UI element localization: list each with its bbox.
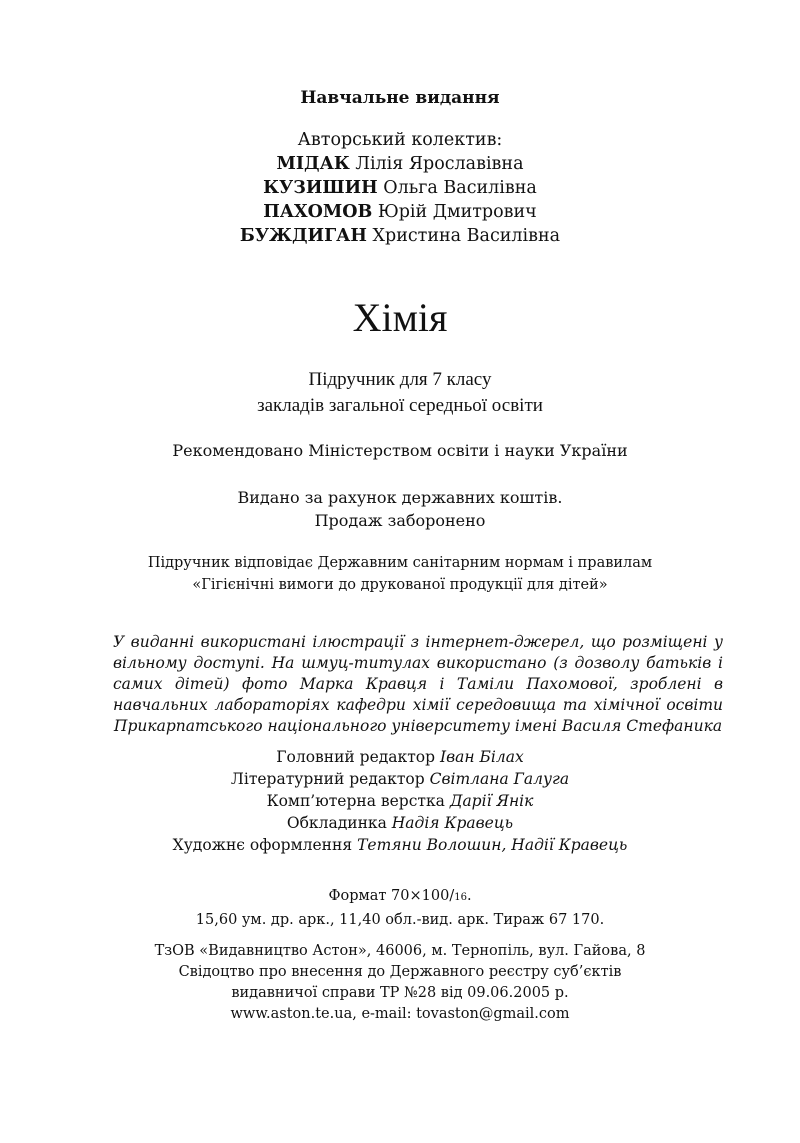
format-end: . (466, 888, 472, 904)
credit-role: Головний редактор (276, 748, 436, 766)
author-entry (0, 200, 800, 224)
edition-type: Навчальне видання (300, 88, 500, 108)
sanitary-compliance-note (0, 552, 800, 596)
author-surname: БУЖДИГАН (239, 226, 367, 246)
print-format (0, 885, 800, 931)
author-name: Лілія Ярославівна (355, 154, 524, 174)
format-line (0, 885, 800, 909)
author-surname: ПАХОМОВ (263, 202, 373, 222)
author-surname: КУЗИШИН (263, 178, 378, 198)
credit-name: Іван Білах (440, 748, 524, 766)
publisher-info (0, 941, 800, 1025)
print-run-line: 15,60 ум. др. арк., 11,40 обл.-вид. арк. Тираж 67 170. (195, 912, 605, 928)
book-title: Хімія (352, 295, 448, 340)
state-funds-line: Видано за рахунок державних коштів. (237, 488, 563, 507)
format-fraction: 16 (454, 892, 467, 903)
credit-name: Тетяни Волошин, Надії Кравець (357, 836, 628, 854)
author-entry (0, 176, 800, 200)
editorial-credits (0, 746, 800, 856)
authors-heading: Авторський колектив: (297, 130, 503, 150)
credit-entry (0, 768, 800, 790)
publisher-contacts: www.aston.te.ua, e-mail: tovaston@gmail.com (230, 1006, 570, 1022)
credit-name: Світлана Галуга (429, 770, 570, 788)
state-funds-note (0, 486, 800, 532)
sale-prohibited-line: Продаж заборонено (314, 511, 486, 530)
illustrations-note: У виданні використані ілюстрації з інтернет-джерел, що розміщені у вільному доступі. На шмуц-титулах використано (з дозволу батьків і самих дітей) фото Марка Кравця і Таміли Пахомової, зроблені в навчальних лабораторіях кафедри хімії середовища та хімічної освіти Прикарпатського національного університету імені Василя Стефаника (113, 633, 723, 735)
recommendation-note: Рекомендовано Міністерством освіти і науки України (172, 441, 628, 460)
credit-role: Художнє оформлення (172, 836, 353, 854)
credit-name: Дарії Янік (449, 792, 534, 810)
publisher-certificate-number: видавничої справи ТР №28 від 09.06.2005 р. (231, 985, 569, 1001)
credit-entry (0, 834, 800, 856)
credit-entry (0, 812, 800, 834)
credit-entry (0, 746, 800, 768)
author-name: Ольга Василівна (383, 178, 537, 198)
publisher-certificate: Свідоцтво про внесення до Державного реєстру суб’єктів (178, 964, 622, 980)
author-surname: МІДАК (276, 154, 350, 174)
author-entry (0, 224, 800, 248)
sanitary-line: «Гігієнічні вимоги до друкованої продукції для дітей» (192, 577, 608, 593)
author-collective (0, 128, 800, 248)
publisher-address: ТзОВ «Видавництво Астон», 46006, м. Тернопіль, вул. Гайова, 8 (154, 943, 646, 959)
credit-name: Надія Кравець (391, 814, 514, 832)
credit-entry (0, 790, 800, 812)
author-name: Юрій Дмитрович (377, 202, 537, 222)
format-label: Формат 70×100/ (328, 888, 455, 904)
author-entry (0, 152, 800, 176)
subtitle-line: Підручник для 7 класу (308, 369, 492, 390)
author-name: Христина Василівна (372, 226, 561, 246)
subtitle-line: закладів загальної середньої освіти (257, 395, 543, 416)
credit-role: Літературний редактор (230, 770, 425, 788)
book-subtitle (0, 367, 800, 419)
credit-role: Комп’ютерна верстка (266, 792, 445, 810)
sanitary-line: Підручник відповідає Державним санітарним нормам і правилам (147, 555, 653, 571)
credit-role: Обкладинка (286, 814, 387, 832)
